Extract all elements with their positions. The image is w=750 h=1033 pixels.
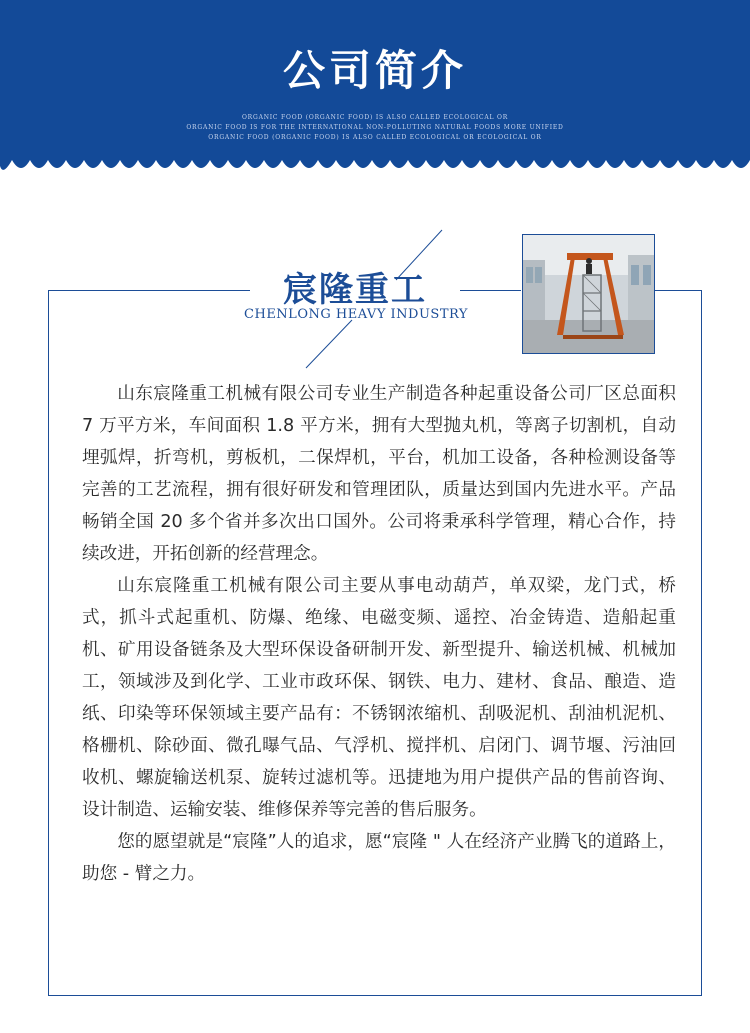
header-subtitle-line: ORGANIC FOOD (ORGANIC FOOD) IS ALSO CALLED ECOLOGICAL OR ECOLOGICAL OR — [208, 134, 542, 141]
paragraph: 您的愿望就是“宸隆”人的追求，愿“宸隆 " 人在经济产业腾飞的道路上，助您 - 臂之力。 — [82, 832, 676, 884]
photo-illustration — [523, 235, 655, 354]
header-banner — [0, 0, 750, 185]
header-subtitle-line: ORGANIC FOOD (ORGANIC FOOD) IS ALSO CALLED ECOLOGICAL OR — [241, 114, 509, 121]
company-introduction-text — [82, 378, 676, 890]
header-subtitle — [0, 113, 750, 143]
header-subtitle-line: ORGANIC FOOD IS FOR THE INTERNATIONAL NON-POLLUTING NATURAL FOODS MORE UNIFIED — [186, 124, 564, 131]
page-title: 公司简介 — [282, 46, 467, 95]
brand-name-en: CHENLONG HEAVY INDUSTRY — [244, 307, 468, 322]
paragraph: 山东宸隆重工机械有限公司专业生产制造各种起重设备公司厂区总面积 7 万平方米，车间面积 1.8 平方米，拥有大型抛丸机，等离子切割机，自动埋弧焊，折弯机，剪板机，二保焊机，平台，机加工设备，各种检测设备等完善的工艺流程，拥有很好研发和管理团队，质量达到国内先进水平。产品畅销全国 20 多个省并多次出口国外。公司将秉承科学管理，精心合作，持续改进，开拓创新的经营理念。 — [82, 384, 676, 564]
gantry-crane-photo — [522, 234, 655, 354]
paragraph: 山东宸隆重工机械有限公司主要从事电动葫芦，单双梁，龙门式，桥式，抓斗式起重机、防爆、绝缘、电磁变频、遥控、冶金铸造、造船起重机、矿用设备链条及大型环保设备研制开发、新型提升、输送机械、机械加工，领域涉及到化学、工业市政环保、钢铁、电力、建材、食品、酿造、造纸、印染等环保领域主要产品有：不锈钢浓缩机、刮吸泥机、刮油机泥机、格栅机、除砂面、微孔曝气品、气浮机、搅拌机、启闭门、调节堰、污油回收机、螺旋输送机泵、旋转过滤机等。迅捷地为用户提供产品的售前咨询、设计制造、运输安装、维修保养等完善的售后服务。 — [82, 576, 676, 820]
brand-name-cn: 宸隆重工 — [283, 270, 427, 310]
